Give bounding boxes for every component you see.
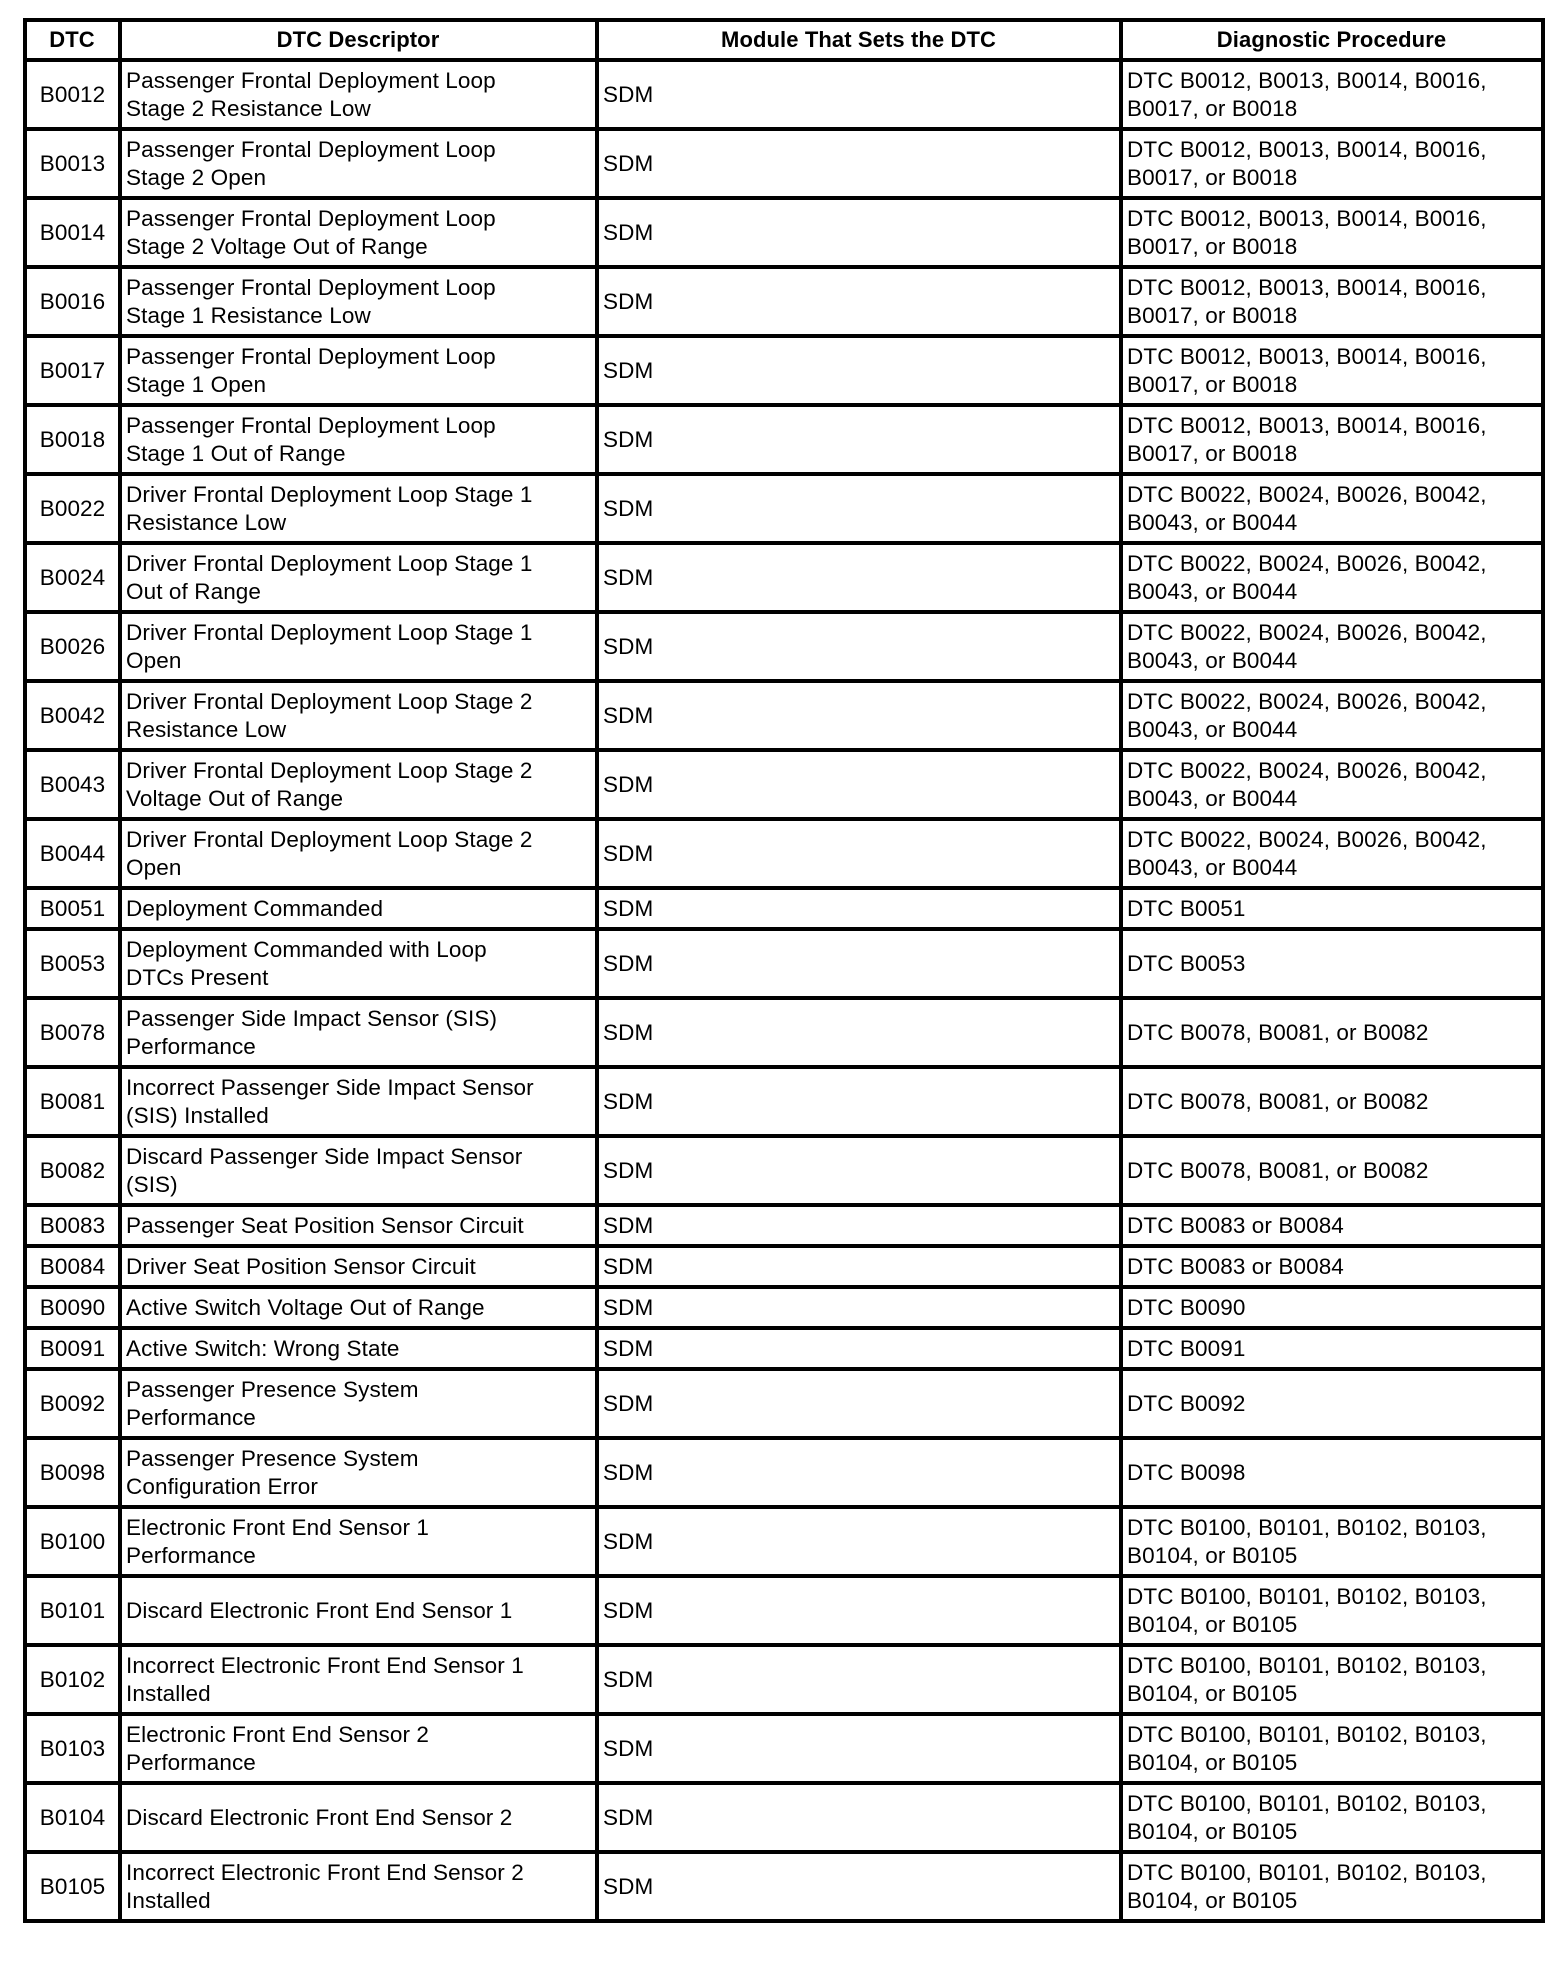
dtc-code-cell: B0053 [25, 929, 120, 998]
dtc-descriptor-cell [120, 681, 597, 750]
module-cell: SDM [597, 929, 1121, 998]
procedure-line: DTC B0078, B0081, or B0082 [1127, 1157, 1429, 1183]
dtc-code-cell: B0044 [25, 819, 120, 888]
dtc-descriptor-cell [120, 543, 597, 612]
procedure-line: DTC B0100, B0101, B0102, B0103, [1127, 1790, 1487, 1816]
dtc-table [23, 18, 1545, 1923]
table-header [25, 20, 1543, 60]
procedure-line: B0043, or B0044 [1127, 854, 1298, 880]
procedure-line: B0104, or B0105 [1127, 1887, 1298, 1913]
procedure-line: B0017, or B0018 [1127, 302, 1298, 328]
descriptor-line: Open [126, 854, 182, 880]
diagnostic-procedure-cell [1121, 1438, 1543, 1507]
header-dtc: DTC [25, 20, 120, 60]
dtc-code-cell: B0013 [25, 129, 120, 198]
module-cell: SDM [597, 819, 1121, 888]
module-cell: SDM [597, 1246, 1121, 1287]
diagnostic-procedure-cell [1121, 1328, 1543, 1369]
dtc-code-cell: B0014 [25, 198, 120, 267]
dtc-code-cell: B0016 [25, 267, 120, 336]
descriptor-line: Driver Frontal Deployment Loop Stage 2 [126, 688, 533, 714]
table-row-b0017 [25, 336, 1543, 405]
table-row-b0012 [25, 60, 1543, 129]
dtc-code-cell: B0083 [25, 1205, 120, 1246]
dtc-descriptor-cell [120, 405, 597, 474]
table-row-b0016 [25, 267, 1543, 336]
descriptor-line: Passenger Frontal Deployment Loop [126, 136, 496, 162]
diagnostic-procedure-cell [1121, 998, 1543, 1067]
descriptor-line: Discard Electronic Front End Sensor 1 [126, 1597, 513, 1623]
diagnostic-procedure-cell [1121, 1067, 1543, 1136]
procedure-line: B0104, or B0105 [1127, 1818, 1298, 1844]
diagnostic-procedure-cell [1121, 929, 1543, 998]
table-row-b0043 [25, 750, 1543, 819]
procedure-line: DTC B0022, B0024, B0026, B0042, [1127, 688, 1487, 714]
descriptor-line: Active Switch: Wrong State [126, 1335, 400, 1361]
table-row-b0082 [25, 1136, 1543, 1205]
dtc-code-cell: B0022 [25, 474, 120, 543]
dtc-descriptor-cell [120, 198, 597, 267]
procedure-line: DTC B0022, B0024, B0026, B0042, [1127, 481, 1487, 507]
procedure-line: DTC B0053 [1127, 950, 1246, 976]
table-row-b0083 [25, 1205, 1543, 1246]
diagnostic-procedure-cell [1121, 405, 1543, 474]
descriptor-line: Discard Electronic Front End Sensor 2 [126, 1804, 513, 1830]
table-row-b0091 [25, 1328, 1543, 1369]
procedure-line: DTC B0100, B0101, B0102, B0103, [1127, 1583, 1487, 1609]
descriptor-line: Open [126, 647, 182, 673]
descriptor-line: Electronic Front End Sensor 1 [126, 1514, 430, 1540]
table-row-b0102 [25, 1645, 1543, 1714]
procedure-line: DTC B0100, B0101, B0102, B0103, [1127, 1859, 1487, 1885]
descriptor-line: Passenger Frontal Deployment Loop [126, 412, 496, 438]
procedure-line: DTC B0100, B0101, B0102, B0103, [1127, 1514, 1487, 1540]
module-cell: SDM [597, 129, 1121, 198]
table-row-b0100 [25, 1507, 1543, 1576]
procedure-line: DTC B0092 [1127, 1390, 1246, 1416]
table-row-b0053 [25, 929, 1543, 998]
procedure-line: B0017, or B0018 [1127, 95, 1298, 121]
diagnostic-procedure-cell [1121, 1576, 1543, 1645]
dtc-code-cell: B0024 [25, 543, 120, 612]
header-row [25, 20, 1543, 60]
descriptor-line: Passenger Frontal Deployment Loop [126, 67, 496, 93]
dtc-code-cell: B0017 [25, 336, 120, 405]
diagnostic-procedure-cell [1121, 543, 1543, 612]
module-cell: SDM [597, 888, 1121, 929]
diagnostic-procedure-cell [1121, 819, 1543, 888]
header-module: Module That Sets the DTC [597, 20, 1121, 60]
dtc-descriptor-cell [120, 1507, 597, 1576]
descriptor-line: Deployment Commanded with Loop [126, 936, 487, 962]
descriptor-line: Installed [126, 1680, 211, 1706]
table-row-b0014 [25, 198, 1543, 267]
descriptor-line: Resistance Low [126, 716, 287, 742]
descriptor-line: Stage 2 Open [126, 164, 267, 190]
table-row-b0026 [25, 612, 1543, 681]
descriptor-line: Out of Range [126, 578, 262, 604]
table-row-b0042 [25, 681, 1543, 750]
dtc-code-cell: B0091 [25, 1328, 120, 1369]
table-row-b0084 [25, 1246, 1543, 1287]
module-cell: SDM [597, 474, 1121, 543]
module-cell: SDM [597, 1287, 1121, 1328]
descriptor-line: Stage 1 Out of Range [126, 440, 346, 466]
procedure-line: B0017, or B0018 [1127, 440, 1298, 466]
module-cell: SDM [597, 1205, 1121, 1246]
procedure-line: B0043, or B0044 [1127, 509, 1298, 535]
dtc-descriptor-cell [120, 267, 597, 336]
dtc-descriptor-cell [120, 612, 597, 681]
module-cell: SDM [597, 1328, 1121, 1369]
dtc-code-cell: B0100 [25, 1507, 120, 1576]
procedure-line: DTC B0012, B0013, B0014, B0016, [1127, 67, 1487, 93]
descriptor-line: Driver Seat Position Sensor Circuit [126, 1253, 476, 1279]
descriptor-line: Driver Frontal Deployment Loop Stage 1 [126, 619, 533, 645]
dtc-descriptor-cell [120, 1136, 597, 1205]
diagnostic-procedure-cell [1121, 681, 1543, 750]
dtc-descriptor-cell [120, 1714, 597, 1783]
procedure-line: DTC B0012, B0013, B0014, B0016, [1127, 412, 1487, 438]
diagnostic-procedure-cell [1121, 1507, 1543, 1576]
module-cell: SDM [597, 60, 1121, 129]
module-cell: SDM [597, 1783, 1121, 1852]
descriptor-line: Driver Frontal Deployment Loop Stage 1 [126, 550, 533, 576]
descriptor-line: Performance [126, 1749, 256, 1775]
table-row-b0103 [25, 1714, 1543, 1783]
table-row-b0104 [25, 1783, 1543, 1852]
descriptor-line: Passenger Seat Position Sensor Circuit [126, 1212, 524, 1238]
dtc-descriptor-cell [120, 474, 597, 543]
header-procedure: Diagnostic Procedure [1121, 20, 1543, 60]
descriptor-line: Stage 1 Open [126, 371, 267, 397]
descriptor-line: Electronic Front End Sensor 2 [126, 1721, 430, 1747]
diagnostic-procedure-cell [1121, 1136, 1543, 1205]
descriptor-line: Stage 2 Voltage Out of Range [126, 233, 428, 259]
descriptor-line: Incorrect Passenger Side Impact Sensor [126, 1074, 534, 1100]
module-cell: SDM [597, 1369, 1121, 1438]
dtc-descriptor-cell [120, 1576, 597, 1645]
descriptor-line: (SIS) Installed [126, 1102, 269, 1128]
dtc-code-cell: B0026 [25, 612, 120, 681]
module-cell: SDM [597, 1576, 1121, 1645]
descriptor-line: Passenger Frontal Deployment Loop [126, 205, 496, 231]
module-cell: SDM [597, 267, 1121, 336]
descriptor-line: Voltage Out of Range [126, 785, 344, 811]
module-cell: SDM [597, 405, 1121, 474]
procedure-line: B0104, or B0105 [1127, 1542, 1298, 1568]
dtc-code-cell: B0082 [25, 1136, 120, 1205]
procedure-line: B0043, or B0044 [1127, 578, 1298, 604]
table-row-b0024 [25, 543, 1543, 612]
dtc-descriptor-cell [120, 1369, 597, 1438]
procedure-line: B0017, or B0018 [1127, 164, 1298, 190]
dtc-code-cell: B0092 [25, 1369, 120, 1438]
dtc-code-cell: B0084 [25, 1246, 120, 1287]
table-row-b0022 [25, 474, 1543, 543]
diagnostic-procedure-cell [1121, 198, 1543, 267]
table-row-b0018 [25, 405, 1543, 474]
module-cell: SDM [597, 1852, 1121, 1921]
diagnostic-procedure-cell [1121, 1714, 1543, 1783]
descriptor-line: Resistance Low [126, 509, 287, 535]
procedure-line: B0043, or B0044 [1127, 647, 1298, 673]
module-cell: SDM [597, 1645, 1121, 1714]
descriptor-line: Discard Passenger Side Impact Sensor [126, 1143, 523, 1169]
diagnostic-procedure-cell [1121, 1783, 1543, 1852]
descriptor-line: Performance [126, 1404, 256, 1430]
dtc-descriptor-cell [120, 1438, 597, 1507]
dtc-descriptor-cell [120, 1645, 597, 1714]
diagnostic-procedure-cell [1121, 267, 1543, 336]
dtc-descriptor-cell [120, 929, 597, 998]
module-cell: SDM [597, 1067, 1121, 1136]
diagnostic-procedure-cell [1121, 1287, 1543, 1328]
dtc-descriptor-cell [120, 1783, 597, 1852]
descriptor-line: Incorrect Electronic Front End Sensor 2 [126, 1859, 524, 1885]
descriptor-line: Passenger Presence System [126, 1445, 419, 1471]
descriptor-line: Passenger Presence System [126, 1376, 419, 1402]
dtc-code-cell: B0042 [25, 681, 120, 750]
procedure-line: DTC B0083 or B0084 [1127, 1212, 1344, 1238]
dtc-code-cell: B0103 [25, 1714, 120, 1783]
procedure-line: B0017, or B0018 [1127, 371, 1298, 397]
table-row-b0081 [25, 1067, 1543, 1136]
procedure-line: DTC B0012, B0013, B0014, B0016, [1127, 274, 1487, 300]
dtc-descriptor-cell [120, 1328, 597, 1369]
table-row-b0101 [25, 1576, 1543, 1645]
header-descriptor: DTC Descriptor [120, 20, 597, 60]
dtc-descriptor-cell [120, 336, 597, 405]
diagnostic-procedure-cell [1121, 336, 1543, 405]
procedure-line: B0043, or B0044 [1127, 785, 1298, 811]
dtc-descriptor-cell [120, 1287, 597, 1328]
descriptor-line: Passenger Frontal Deployment Loop [126, 343, 496, 369]
procedure-line: DTC B0012, B0013, B0014, B0016, [1127, 136, 1487, 162]
procedure-line: DTC B0012, B0013, B0014, B0016, [1127, 343, 1487, 369]
module-cell: SDM [597, 1136, 1121, 1205]
descriptor-line: Deployment Commanded [126, 895, 384, 921]
descriptor-line: Stage 2 Resistance Low [126, 95, 371, 121]
table-row-b0078 [25, 998, 1543, 1067]
diagnostic-procedure-cell [1121, 1246, 1543, 1287]
descriptor-line: Passenger Side Impact Sensor (SIS) [126, 1005, 498, 1031]
descriptor-line: Configuration Error [126, 1473, 318, 1499]
descriptor-line: Driver Frontal Deployment Loop Stage 2 [126, 757, 533, 783]
dtc-descriptor-cell [120, 1205, 597, 1246]
procedure-line: DTC B0100, B0101, B0102, B0103, [1127, 1721, 1487, 1747]
procedure-line: DTC B0022, B0024, B0026, B0042, [1127, 619, 1487, 645]
diagnostic-procedure-cell [1121, 888, 1543, 929]
procedure-line: B0104, or B0105 [1127, 1749, 1298, 1775]
dtc-descriptor-cell [120, 1067, 597, 1136]
procedure-line: DTC B0051 [1127, 895, 1246, 921]
procedure-line: DTC B0091 [1127, 1335, 1246, 1361]
descriptor-line: Driver Frontal Deployment Loop Stage 1 [126, 481, 533, 507]
procedure-line: DTC B0083 or B0084 [1127, 1253, 1344, 1279]
descriptor-line: Driver Frontal Deployment Loop Stage 2 [126, 826, 533, 852]
procedure-line: DTC B0078, B0081, or B0082 [1127, 1019, 1429, 1045]
table-row-b0044 [25, 819, 1543, 888]
descriptor-line: (SIS) [126, 1171, 178, 1197]
dtc-code-cell: B0104 [25, 1783, 120, 1852]
table-row-b0090 [25, 1287, 1543, 1328]
dtc-code-cell: B0101 [25, 1576, 120, 1645]
dtc-code-cell: B0102 [25, 1645, 120, 1714]
dtc-descriptor-cell [120, 60, 597, 129]
module-cell: SDM [597, 543, 1121, 612]
dtc-code-cell: B0105 [25, 1852, 120, 1921]
procedure-line: DTC B0022, B0024, B0026, B0042, [1127, 826, 1487, 852]
diagnostic-procedure-cell [1121, 750, 1543, 819]
dtc-descriptor-cell [120, 888, 597, 929]
module-cell: SDM [597, 1507, 1121, 1576]
table-row-b0013 [25, 129, 1543, 198]
module-cell: SDM [597, 750, 1121, 819]
module-cell: SDM [597, 198, 1121, 267]
dtc-descriptor-cell [120, 998, 597, 1067]
procedure-line: DTC B0078, B0081, or B0082 [1127, 1088, 1429, 1114]
descriptor-line: Performance [126, 1033, 256, 1059]
procedure-line: B0104, or B0105 [1127, 1611, 1298, 1637]
table-row-b0051 [25, 888, 1543, 929]
table-row-b0092 [25, 1369, 1543, 1438]
module-cell: SDM [597, 612, 1121, 681]
procedure-line: DTC B0012, B0013, B0014, B0016, [1127, 205, 1487, 231]
descriptor-line: Installed [126, 1887, 211, 1913]
descriptor-line: Active Switch Voltage Out of Range [126, 1294, 485, 1320]
procedure-line: DTC B0100, B0101, B0102, B0103, [1127, 1652, 1487, 1678]
module-cell: SDM [597, 1438, 1121, 1507]
descriptor-line: Performance [126, 1542, 256, 1568]
table-body [25, 60, 1543, 1921]
diagnostic-procedure-cell [1121, 129, 1543, 198]
dtc-code-cell: B0081 [25, 1067, 120, 1136]
dtc-descriptor-cell [120, 750, 597, 819]
dtc-code-cell: B0090 [25, 1287, 120, 1328]
dtc-code-cell: B0051 [25, 888, 120, 929]
descriptor-line: Incorrect Electronic Front End Sensor 1 [126, 1652, 524, 1678]
procedure-line: DTC B0098 [1127, 1459, 1246, 1485]
descriptor-line: DTCs Present [126, 964, 269, 990]
table-row-b0105 [25, 1852, 1543, 1921]
procedure-line: DTC B0022, B0024, B0026, B0042, [1127, 550, 1487, 576]
table-row-b0098 [25, 1438, 1543, 1507]
dtc-code-cell: B0078 [25, 998, 120, 1067]
diagnostic-procedure-cell [1121, 60, 1543, 129]
procedure-line: DTC B0022, B0024, B0026, B0042, [1127, 757, 1487, 783]
dtc-code-cell: B0098 [25, 1438, 120, 1507]
procedure-line: B0017, or B0018 [1127, 233, 1298, 259]
dtc-code-cell: B0018 [25, 405, 120, 474]
procedure-line: DTC B0090 [1127, 1294, 1246, 1320]
dtc-code-cell: B0043 [25, 750, 120, 819]
procedure-line: B0043, or B0044 [1127, 716, 1298, 742]
diagnostic-procedure-cell [1121, 1205, 1543, 1246]
diagnostic-procedure-cell [1121, 1369, 1543, 1438]
dtc-code-cell: B0012 [25, 60, 120, 129]
descriptor-line: Stage 1 Resistance Low [126, 302, 371, 328]
diagnostic-procedure-cell [1121, 474, 1543, 543]
module-cell: SDM [597, 1714, 1121, 1783]
module-cell: SDM [597, 998, 1121, 1067]
dtc-descriptor-cell [120, 1852, 597, 1921]
diagnostic-procedure-cell [1121, 1645, 1543, 1714]
module-cell: SDM [597, 336, 1121, 405]
diagnostic-procedure-cell [1121, 612, 1543, 681]
dtc-descriptor-cell [120, 129, 597, 198]
descriptor-line: Passenger Frontal Deployment Loop [126, 274, 496, 300]
dtc-descriptor-cell [120, 819, 597, 888]
module-cell: SDM [597, 681, 1121, 750]
procedure-line: B0104, or B0105 [1127, 1680, 1298, 1706]
dtc-descriptor-cell [120, 1246, 597, 1287]
diagnostic-procedure-cell [1121, 1852, 1543, 1921]
